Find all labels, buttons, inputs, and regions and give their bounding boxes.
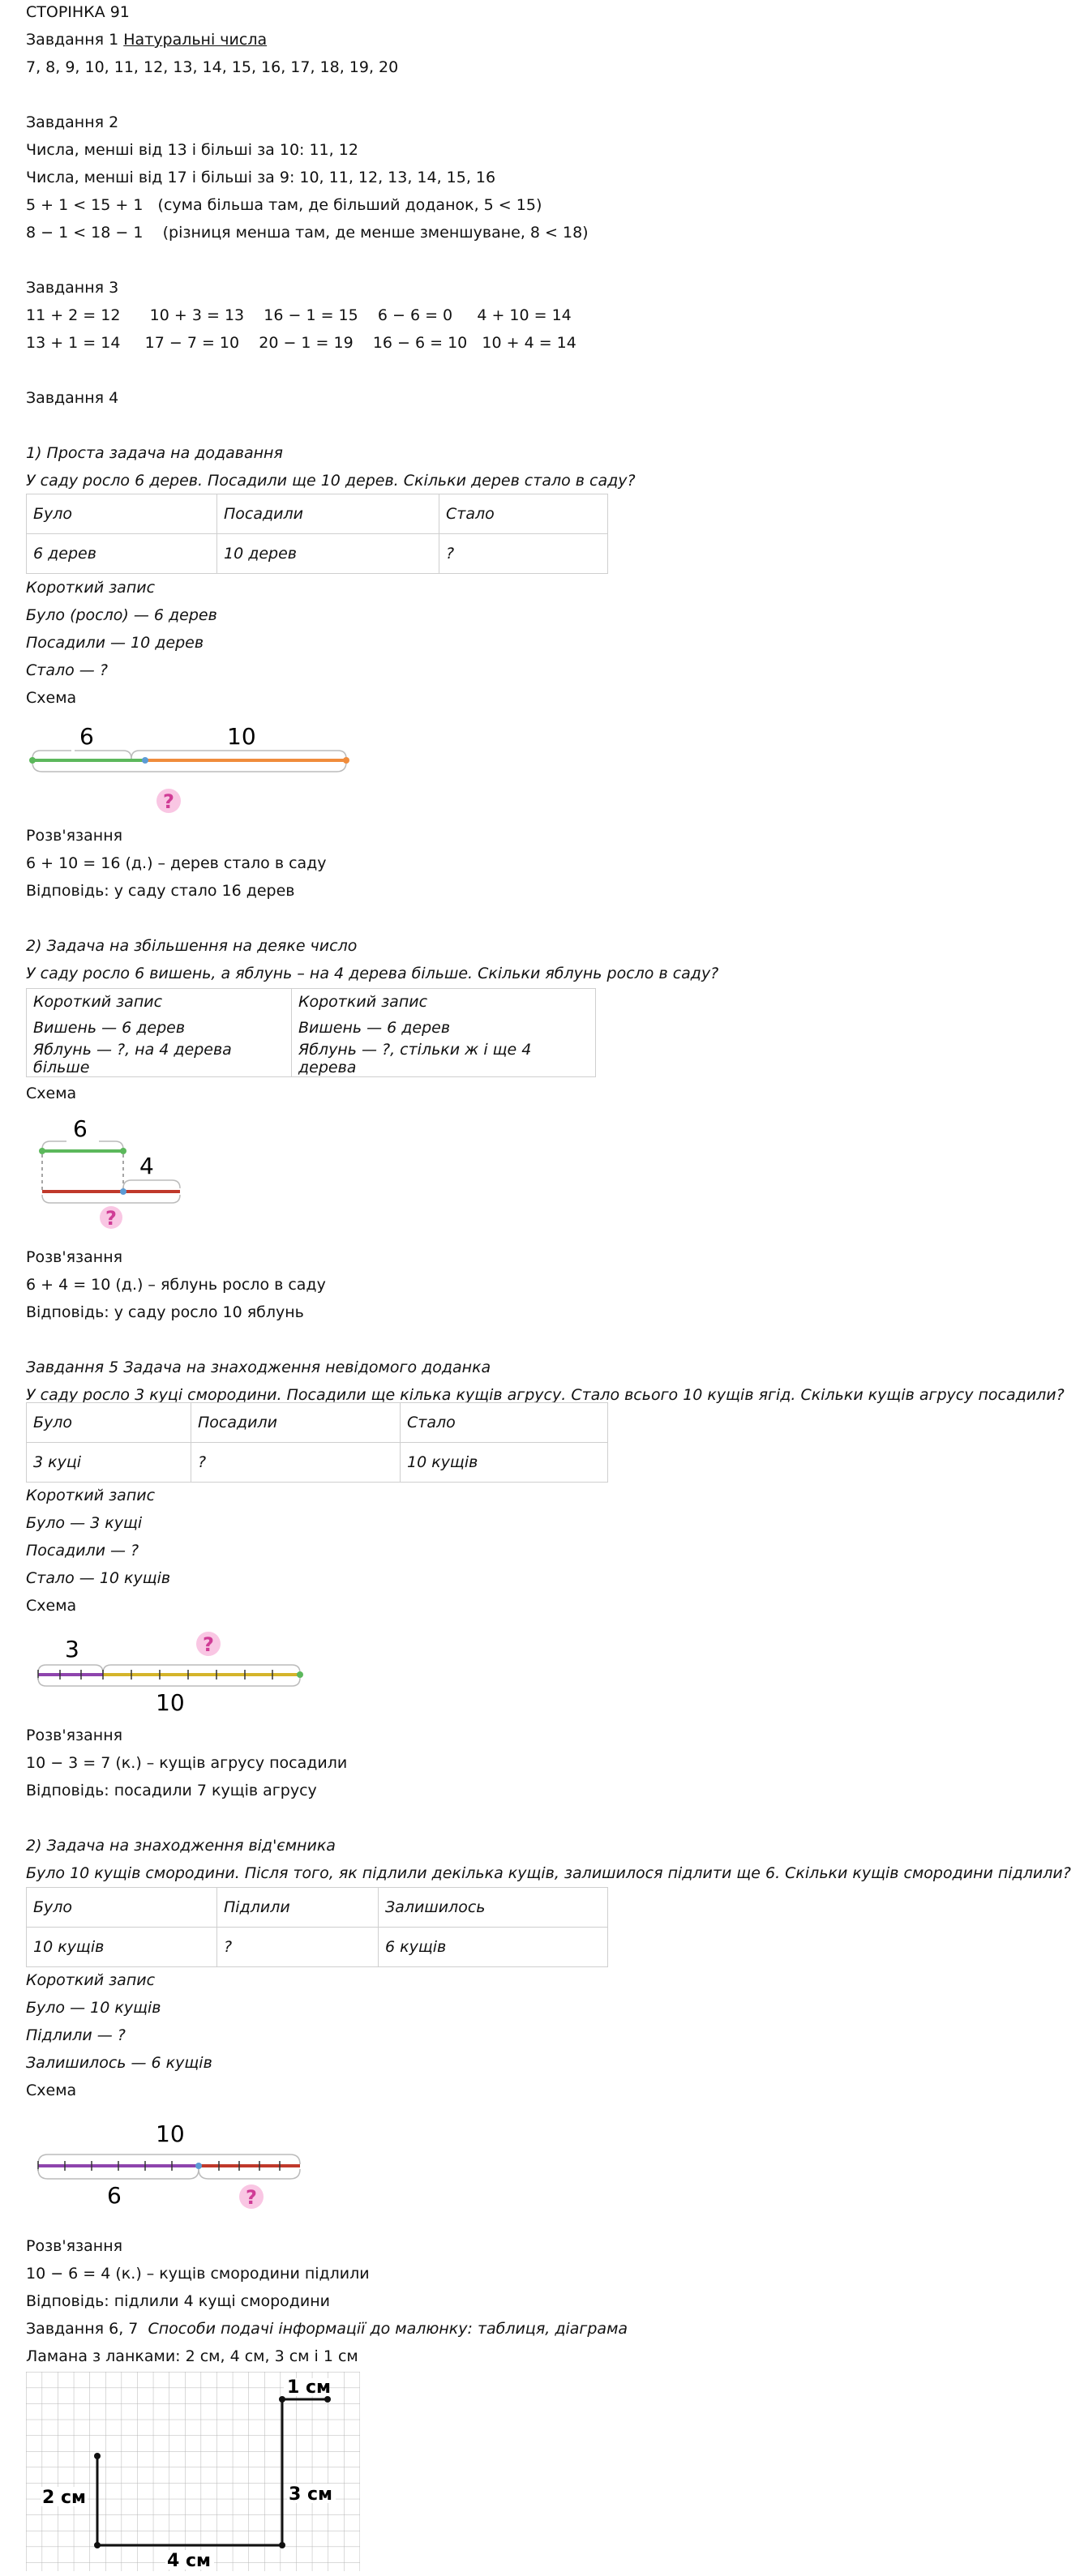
table-cell: Стало bbox=[439, 494, 608, 534]
table-row bbox=[27, 534, 608, 574]
table-row bbox=[27, 1443, 608, 1483]
task5-p2-heading: 2) Задача на знаходження від'ємника bbox=[26, 1837, 336, 1855]
task2-line4: 8 − 1 < 18 − 1 (різниця менша там, де менше зменшуване, 8 < 18) bbox=[26, 224, 589, 242]
task5-p1-scheme bbox=[26, 1623, 318, 1720]
svg-text:?: ? bbox=[203, 1633, 214, 1656]
task5-p1-table bbox=[26, 1402, 608, 1483]
scheme-label-b: 10 bbox=[156, 1689, 185, 1716]
table-cell: Короткий запис bbox=[292, 989, 596, 1016]
label-4cm: 4 см bbox=[167, 2551, 211, 2571]
task4-p1-scheme bbox=[26, 713, 350, 819]
task4-p1-solution-title: Розв'язання bbox=[26, 827, 123, 845]
table-cell: 6 кущів bbox=[379, 1928, 608, 1967]
task5-p1-solution-title: Розв'язання bbox=[26, 1727, 123, 1744]
task4-p1-table bbox=[26, 494, 608, 574]
table-cell: ? bbox=[217, 1928, 379, 1967]
task2-title: Завдання 2 bbox=[26, 113, 119, 131]
task5-p2-answer: Відповідь: підлили 4 кущі смородини bbox=[26, 2292, 331, 2310]
task67-polyline-text: Ламана з ланками: 2 см, 4 см, 3 см і 1 см bbox=[26, 2347, 358, 2365]
task3-row1: 11 + 2 = 12 10 + 3 = 13 16 − 1 = 15 6 − 6 = 0 4 + 10 = 14 bbox=[26, 306, 572, 324]
table-cell: Короткий запис bbox=[27, 989, 292, 1016]
task5-p1-short-1: Було — 3 кущі bbox=[26, 1514, 143, 1532]
svg-text:?: ? bbox=[105, 1207, 117, 1230]
task5-p1-short-2: Посадили — ? bbox=[26, 1542, 139, 1560]
task5-p2-short-3: Залишилось — 6 кущів bbox=[26, 2054, 212, 2072]
scheme-label-b: 10 bbox=[227, 723, 256, 750]
table-row bbox=[27, 1928, 608, 1967]
table-cell: Посадили bbox=[217, 494, 439, 534]
scheme-label-a: 3 bbox=[65, 1636, 79, 1662]
task4-p2-answer: Відповідь: у саду росло 10 яблунь bbox=[26, 1303, 304, 1321]
table-cell: 6 дерев bbox=[27, 534, 217, 574]
task4-p1-scheme-title: Схема bbox=[26, 689, 77, 707]
polyline-grid bbox=[26, 2372, 360, 2571]
scheme-label-b: 6 bbox=[107, 2182, 122, 2209]
task5-p1-heading: Завдання 5 Задача на знаходження невідомого доданка bbox=[26, 1359, 491, 1376]
table-cell: Вишень — 6 дерев bbox=[292, 1015, 596, 1041]
table-cell: Вишень — 6 дерев bbox=[27, 1015, 292, 1041]
table-cell: Було bbox=[27, 1888, 217, 1928]
table-cell: Посадили bbox=[191, 1403, 401, 1443]
table-row bbox=[27, 989, 596, 1016]
task4-p1-short-2: Посадили — 10 дерев bbox=[26, 634, 204, 652]
task4-p1-solution: 6 + 10 = 16 (д.) – дерев стало в саду bbox=[26, 854, 327, 872]
task4-p1-short-3: Стало — ? bbox=[26, 661, 108, 679]
table-cell: ? bbox=[439, 534, 608, 574]
label-2cm: 2 см bbox=[42, 2488, 86, 2508]
scheme-label-a: 6 bbox=[79, 723, 94, 750]
label-3cm: 3 см bbox=[289, 2484, 332, 2505]
task5-p2-short-title: Короткий запис bbox=[26, 1971, 156, 1989]
task4-p1-answer: Відповідь: у саду стало 16 дерев bbox=[26, 882, 295, 900]
task5-p1-solution: 10 − 3 = 7 (к.) – кущів агрусу посадили bbox=[26, 1754, 348, 1772]
table-row bbox=[27, 1888, 608, 1928]
task5-p2-solution: 10 − 6 = 4 (к.) – кущів смородини підлили bbox=[26, 2265, 370, 2283]
task67-heading: Завдання 6, 7 Способи подачі інформації до малюнку: таблиця, діаграма bbox=[26, 2320, 628, 2338]
page-title: СТОРІНКА 91 bbox=[26, 3, 130, 21]
task1-numbers: 7, 8, 9, 10, 11, 12, 13, 14, 15, 16, 17, 18, 19, 20 bbox=[26, 58, 399, 76]
table-cell: ? bbox=[191, 1443, 401, 1483]
table-cell: Яблунь — ?, на 4 дерева більше bbox=[27, 1041, 292, 1077]
task4-p1-short-1: Було (росло) — 6 дерев bbox=[26, 606, 217, 624]
task5-p2-text: Було 10 кущів смородини. Після того, як підлили декілька кущів, залишилося підлити ще 6. Скільки кущів смородини підлили? bbox=[26, 1864, 1071, 1882]
task4-p2-text: У саду росло 6 вишень, а яблунь – на 4 дерева більше. Скільки яблунь росло в саду? bbox=[26, 965, 719, 982]
table-cell: Підлили bbox=[217, 1888, 379, 1928]
table-cell: 10 кущів bbox=[401, 1443, 608, 1483]
task4-p2-heading: 2) Задача на збільшення на деяке число bbox=[26, 937, 358, 955]
task5-p1-answer: Відповідь: посадили 7 кущів агрусу bbox=[26, 1782, 317, 1799]
table-cell: Було bbox=[27, 1403, 191, 1443]
table-row bbox=[27, 1403, 608, 1443]
scheme-label-a: 6 bbox=[73, 1115, 88, 1142]
table-cell: 10 дерев bbox=[217, 534, 439, 574]
task4-p2-scheme-title: Схема bbox=[26, 1085, 77, 1102]
scheme-label-b: 4 bbox=[139, 1153, 154, 1179]
scheme-label-a: 10 bbox=[156, 2120, 185, 2147]
task3-title: Завдання 3 bbox=[26, 279, 119, 297]
task5-p2-short-2: Підлили — ? bbox=[26, 2026, 126, 2044]
task4-p1-short-title: Короткий запис bbox=[26, 579, 156, 597]
task3-row2: 13 + 1 = 14 17 − 7 = 10 20 − 1 = 19 16 − 6 = 10 10 + 4 = 14 bbox=[26, 334, 576, 352]
task5-p1-text: У саду росло 3 куці смородини. Посадили ще кілька кущів агрусу. Стало всього 10 кущів ягід. Скільки кущів агрусу посадили? bbox=[26, 1386, 1065, 1404]
task5-p2-short-1: Було — 10 кущів bbox=[26, 1999, 161, 2017]
table-row bbox=[27, 494, 608, 534]
task5-p2-table bbox=[26, 1887, 608, 1967]
task4-p1-text: У саду росло 6 дерев. Посадили ще 10 дерев. Скільки дерев стало в саду? bbox=[26, 472, 636, 490]
svg-text:?: ? bbox=[246, 2186, 257, 2209]
task4-p1-heading: 1) Проста задача на додавання bbox=[26, 444, 283, 462]
task2-line1: Числа, менші від 13 і більші за 10: 11, 12 bbox=[26, 141, 358, 159]
table-cell: Стало bbox=[401, 1403, 608, 1443]
task5-p1-scheme-title: Схема bbox=[26, 1597, 77, 1615]
task5-p2-scheme bbox=[26, 2107, 334, 2229]
task4-p2-solution: 6 + 4 = 10 (д.) – яблунь росло в саду bbox=[26, 1276, 326, 1294]
table-row bbox=[27, 1015, 596, 1041]
task1-heading: Завдання 1 Натуральні числа bbox=[26, 31, 268, 49]
svg-text:?: ? bbox=[163, 790, 174, 813]
task5-p1-short-title: Короткий запис bbox=[26, 1487, 156, 1504]
table-cell: Було bbox=[27, 494, 217, 534]
task4-title: Завдання 4 bbox=[26, 389, 119, 407]
table-cell: Залишилось bbox=[379, 1888, 608, 1928]
table-cell: Яблунь — ?, стільки ж і ще 4 дерева bbox=[292, 1041, 596, 1077]
task5-p2-solution-title: Розв'язання bbox=[26, 2237, 123, 2255]
task5-p2-scheme-title: Схема bbox=[26, 2082, 77, 2099]
task4-p2-scheme bbox=[26, 1109, 237, 1230]
label-1cm: 1 см bbox=[287, 2377, 331, 2398]
table-row bbox=[27, 1041, 596, 1077]
table-cell: 10 кущів bbox=[27, 1928, 217, 1967]
task5-p1-short-3: Стало — 10 кущів bbox=[26, 1569, 171, 1587]
task2-line2: Числа, менші від 17 і більші за 9: 10, 11, 12, 13, 14, 15, 16 bbox=[26, 169, 496, 186]
task4-p2-table bbox=[26, 988, 596, 1077]
task2-line3: 5 + 1 < 15 + 1 (сума більша там, де більший доданок, 5 < 15) bbox=[26, 196, 542, 214]
task4-p2-solution-title: Розв'язання bbox=[26, 1248, 123, 1266]
table-cell: 3 куці bbox=[27, 1443, 191, 1483]
